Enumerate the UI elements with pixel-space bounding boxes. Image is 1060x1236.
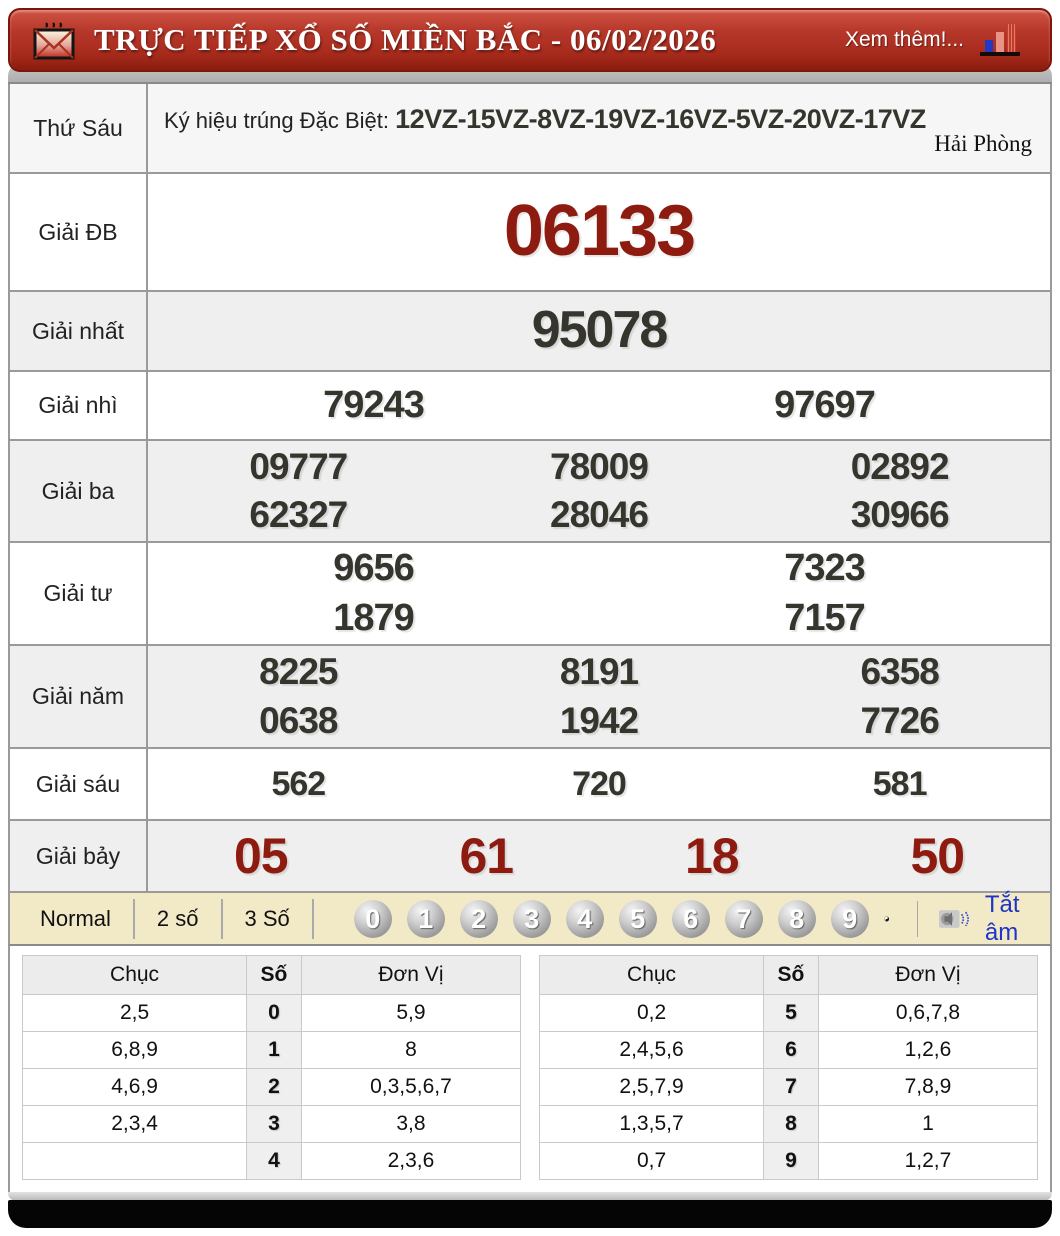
values-cell: 8 <box>301 1032 520 1069</box>
values-cell: 2,4,5,6 <box>540 1032 764 1069</box>
values-cell: 0,7 <box>540 1143 764 1180</box>
prize-number: 8191 <box>559 651 639 693</box>
ball-2[interactable]: 2 <box>460 900 498 938</box>
ball-1[interactable]: 1 <box>407 900 445 938</box>
prize-number: 50 <box>910 827 965 884</box>
table-row <box>540 1032 1038 1069</box>
column-header: Chục <box>540 956 764 995</box>
prize-number: 97697 <box>774 383 875 426</box>
values-cell: 7,8,9 <box>818 1069 1037 1106</box>
prize-number: 61 <box>459 827 514 884</box>
digit-cell: 7 <box>764 1069 819 1106</box>
envelope-icon <box>32 18 78 62</box>
control-bar <box>8 890 1052 946</box>
digit-table-left <box>22 955 521 1180</box>
symbol-codes: 12VZ-15VZ-8VZ-19VZ-16VZ-5VZ-20VZ-17VZ <box>395 104 926 134</box>
page-title: TRỰC TIẾP XỔ SỐ MIỀN BẮC - 06/02/2026 <box>94 22 717 57</box>
digit-table-right <box>539 955 1038 1180</box>
province-label: Hải Phòng <box>934 131 1032 157</box>
mode-button-1[interactable]: 2 số <box>135 899 223 939</box>
digit-cell: 5 <box>764 995 819 1032</box>
prize-number: 18 <box>684 827 739 884</box>
mute-label: Tắt âm <box>984 890 1020 946</box>
values-cell: 2,3,4 <box>23 1106 247 1143</box>
prize-numbers <box>148 543 1050 644</box>
number-balls <box>354 900 869 938</box>
mute-button[interactable] <box>939 891 1036 947</box>
symbol-caption: Ký hiệu trúng Đặc Biệt: <box>164 108 396 133</box>
prize-label: Giải bảy <box>10 821 148 891</box>
header-bar <box>8 8 1052 72</box>
column-header: Số <box>247 956 302 995</box>
table-row <box>23 1069 521 1106</box>
column-header: Chục <box>23 956 247 995</box>
prize-row-nam <box>10 646 1050 749</box>
column-header: Số <box>764 956 819 995</box>
table-row <box>23 1106 521 1143</box>
prize-label: Giải nhì <box>10 372 148 439</box>
prize-numbers <box>148 646 1050 747</box>
values-cell: 2,3,6 <box>301 1143 520 1180</box>
prize-number: 581 <box>872 764 927 803</box>
prize-label: Giải năm <box>10 646 148 747</box>
prize-number: 7157 <box>784 596 865 639</box>
prize-number: 7726 <box>860 699 939 741</box>
info-row <box>10 84 1050 174</box>
values-cell: 2,5 <box>23 995 247 1032</box>
table-row <box>23 1032 521 1069</box>
prize-row-nhi <box>10 372 1050 441</box>
ball-3[interactable]: 3 <box>513 900 551 938</box>
values-cell: 5,9 <box>301 995 520 1032</box>
table-row <box>23 995 521 1032</box>
values-cell: 2,5,7,9 <box>540 1069 764 1106</box>
prize-table <box>8 84 1052 893</box>
ball-4[interactable]: 4 <box>566 900 604 938</box>
prize-number: 1879 <box>333 596 414 639</box>
prize-row-ba <box>10 441 1050 543</box>
prize-row-db <box>10 174 1050 292</box>
special-symbol-cell <box>148 84 1050 172</box>
prize-number: 05 <box>233 827 288 884</box>
prize-number: 28046 <box>550 494 648 535</box>
digit-cell: 1 <box>247 1032 302 1069</box>
prize-number: 30966 <box>850 494 949 535</box>
prize-numbers <box>148 292 1050 370</box>
prize-rows <box>10 174 1050 893</box>
values-cell: 1,2,6 <box>818 1032 1037 1069</box>
prize-numbers <box>148 749 1050 819</box>
ball-9[interactable]: 9 <box>831 900 869 938</box>
ball-8[interactable]: 8 <box>778 900 816 938</box>
table-row <box>540 1143 1038 1180</box>
see-more-link[interactable]: Xem thêm!... <box>844 28 964 51</box>
prize-number: 78009 <box>550 445 648 487</box>
table-row <box>540 1106 1038 1143</box>
table-row <box>540 1069 1038 1106</box>
table-row <box>23 1143 521 1180</box>
ball-0[interactable]: 0 <box>354 900 392 938</box>
prize-number: 562 <box>271 764 326 803</box>
bar-chart-icon[interactable] <box>978 21 1022 59</box>
prize-number: 7323 <box>784 547 865 590</box>
digit-cell: 9 <box>764 1143 819 1180</box>
prize-number: 02892 <box>850 445 949 487</box>
mode-button-2[interactable]: 3 Số <box>223 899 314 939</box>
prize-row-nhat <box>10 292 1050 372</box>
weekday-label: Thứ Sáu <box>10 84 148 172</box>
digit-cell: 2 <box>247 1069 302 1106</box>
prize-number: 1942 <box>559 699 639 741</box>
values-cell: 0,2 <box>540 995 764 1032</box>
values-cell <box>23 1143 247 1180</box>
prize-label: Giải sáu <box>10 749 148 819</box>
prize-numbers <box>148 821 1050 891</box>
prize-numbers <box>148 372 1050 439</box>
prize-row-bay <box>10 821 1050 893</box>
prize-label: Giải ĐB <box>10 174 148 290</box>
prize-number: 0638 <box>259 699 338 741</box>
values-cell: 0,6,7,8 <box>818 995 1037 1032</box>
prize-number: 62327 <box>249 494 348 535</box>
table-row <box>540 995 1038 1032</box>
column-header: Đơn Vị <box>301 956 520 995</box>
speaker-icon <box>939 904 975 934</box>
digit-cell: 6 <box>764 1032 819 1069</box>
values-cell: 4,6,9 <box>23 1069 247 1106</box>
values-cell: 6,8,9 <box>23 1032 247 1069</box>
digit-cell: 3 <box>247 1106 302 1143</box>
lottery-widget <box>8 8 1052 1228</box>
ball-6[interactable]: 6 <box>672 900 710 938</box>
prize-numbers <box>148 441 1050 541</box>
prize-label: Giải nhất <box>10 292 148 370</box>
digit-summary-section <box>8 946 1052 1192</box>
column-header: Đơn Vị <box>818 956 1037 995</box>
prize-label: Giải ba <box>10 441 148 541</box>
prize-row-tu <box>10 543 1050 646</box>
prize-number: 720 <box>572 764 626 803</box>
prize-number: 9656 <box>333 547 414 590</box>
digit-cell: 0 <box>247 995 302 1032</box>
mode-buttons <box>18 899 314 939</box>
prize-number: 06133 <box>503 191 695 272</box>
mode-button-0[interactable]: Normal <box>18 899 135 939</box>
values-cell: 3,8 <box>301 1106 520 1143</box>
prize-number: 8225 <box>259 651 338 693</box>
footer-black-bar <box>8 1200 1052 1228</box>
values-cell: 1,2,7 <box>818 1143 1037 1180</box>
prize-row-sau <box>10 749 1050 821</box>
values-cell: 1,3,5,7 <box>540 1106 764 1143</box>
values-cell: 1 <box>818 1106 1037 1143</box>
values-cell: 0,3,5,6,7 <box>301 1069 520 1106</box>
prize-number: 09777 <box>249 445 348 487</box>
digit-cell: 4 <box>247 1143 302 1180</box>
ball-7[interactable]: 7 <box>725 900 763 938</box>
prize-number: 95078 <box>531 301 667 360</box>
prize-label: Giải tư <box>10 543 148 644</box>
prize-number: 79243 <box>323 383 424 426</box>
yin-yang-icon[interactable] <box>884 900 889 938</box>
digit-cell: 8 <box>764 1106 819 1143</box>
prize-number: 6358 <box>860 651 939 693</box>
ball-5[interactable]: 5 <box>619 900 657 938</box>
prize-numbers <box>148 174 1050 290</box>
